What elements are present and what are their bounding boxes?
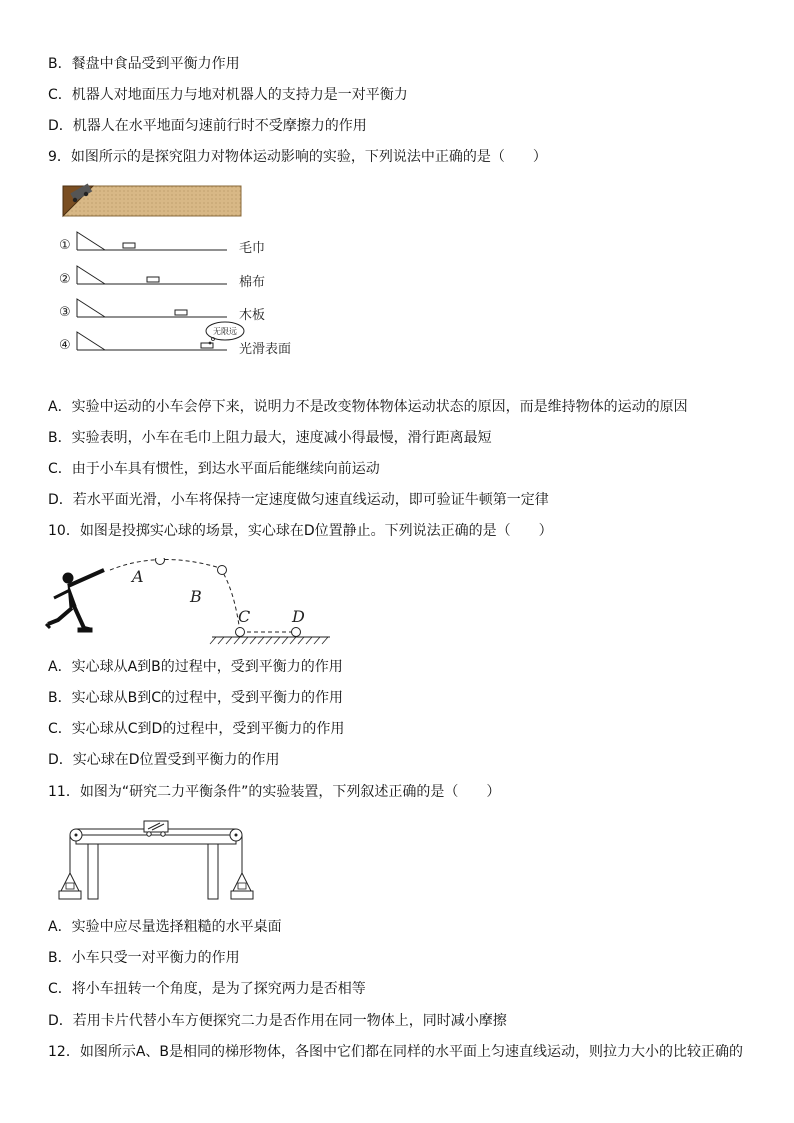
- ball-b: [218, 566, 227, 575]
- q9-option-b: B．实验表明，小车在毛巾上阻力最大，速度减小得最慢，滑行距离最短: [48, 430, 492, 446]
- cart-4: [201, 343, 213, 348]
- q10-option-b: B．实心球从B到C的过程中，受到平衡力的作用: [48, 690, 343, 706]
- q9-option-c: C．由于小车具有惯性，到达水平面后能继续向前运动: [48, 461, 380, 477]
- row4-number: ④: [59, 338, 71, 353]
- weight-left: [59, 873, 81, 899]
- row1-number: ①: [59, 238, 71, 253]
- row3-number: ③: [59, 305, 71, 320]
- q10-option-a: A．实心球从A到B的过程中，受到平衡力的作用: [48, 659, 343, 675]
- row2-surface: 棉布: [239, 275, 266, 290]
- cart-1: [123, 243, 135, 248]
- label-d: D: [292, 607, 305, 626]
- q11-option-c: C．将小车扭转一个角度，是为了探究两力是否相等: [48, 981, 366, 997]
- row1-surface: 毛巾: [239, 241, 266, 256]
- q11-option-b: B．小车只受一对平衡力的作用: [48, 950, 240, 966]
- q12-stem: 12．如图所示A、B是相同的梯形物体，各图中它们都在同样的水平面上匀速直线运动，则拉力大小的比较正确的: [48, 1044, 743, 1060]
- table-leg-right: [208, 844, 218, 899]
- row3-surface: 木板: [239, 308, 266, 323]
- row2-number: ②: [59, 272, 71, 287]
- q11-figure: [56, 815, 256, 905]
- cart: [144, 821, 168, 832]
- label-b: B: [190, 587, 202, 606]
- ball-c: [236, 628, 245, 637]
- q11-stem: 11．如图为“研究二力平衡条件”的实验装置，下列叙述正确的是（ ）: [48, 784, 501, 800]
- ramp-board-illustration: [63, 184, 241, 216]
- q10-figure: [40, 558, 340, 648]
- q8-option-b: B．餐盘中食品受到平衡力作用: [48, 56, 240, 72]
- q9-figure: [55, 178, 315, 363]
- q11-option-a: A．实验中应尽量选择粗糙的水平桌面: [48, 919, 282, 935]
- q9-stem: 9．如图所示的是探究阻力对物体运动影响的实验，下列说法中正确的是（ ）: [48, 149, 547, 165]
- ground-hatch: [210, 637, 328, 644]
- q8-option-d: D．机器人在水平地面匀速前行时不受摩擦力的作用: [48, 118, 367, 134]
- cloud-text: 无限远: [213, 327, 237, 336]
- weight-right: [231, 873, 253, 899]
- label-c: C: [238, 607, 251, 626]
- q10-option-d: D．实心球在D位置受到平衡力的作用: [48, 752, 280, 768]
- label-a: A: [132, 567, 144, 586]
- thrower-figure: [46, 570, 104, 632]
- ball-d: [292, 628, 301, 637]
- q8-option-c: C．机器人对地面压力与地对机器人的支持力是一对平衡力: [48, 87, 408, 103]
- q9-option-d: D．若水平面光滑，小车将保持一定速度做匀速直线运动，即可验证牛顿第一定律: [48, 492, 549, 508]
- q11-option-d: D．若用卡片代替小车方便探究二力是否作用在同一物体上，同时减小摩擦: [48, 1013, 507, 1029]
- q10-stem: 10．如图是投掷实心球的场景，实心球在D位置静止。下列说法正确的是（ ）: [48, 523, 553, 539]
- cart-3: [175, 310, 187, 315]
- q9-option-a: A．实验中运动的小车会停下来，说明力不是改变物体物体运动状态的原因，而是维持物体的运动的原因: [48, 399, 688, 415]
- cart-2: [147, 277, 159, 282]
- q10-option-c: C．实心球从C到D的过程中，受到平衡力的作用: [48, 721, 345, 737]
- infinity-cloud: [206, 322, 244, 344]
- table-leg-left: [88, 844, 98, 899]
- ball-a: [156, 558, 165, 565]
- table-top: [76, 835, 236, 844]
- row4-surface: 光滑表面: [239, 342, 292, 357]
